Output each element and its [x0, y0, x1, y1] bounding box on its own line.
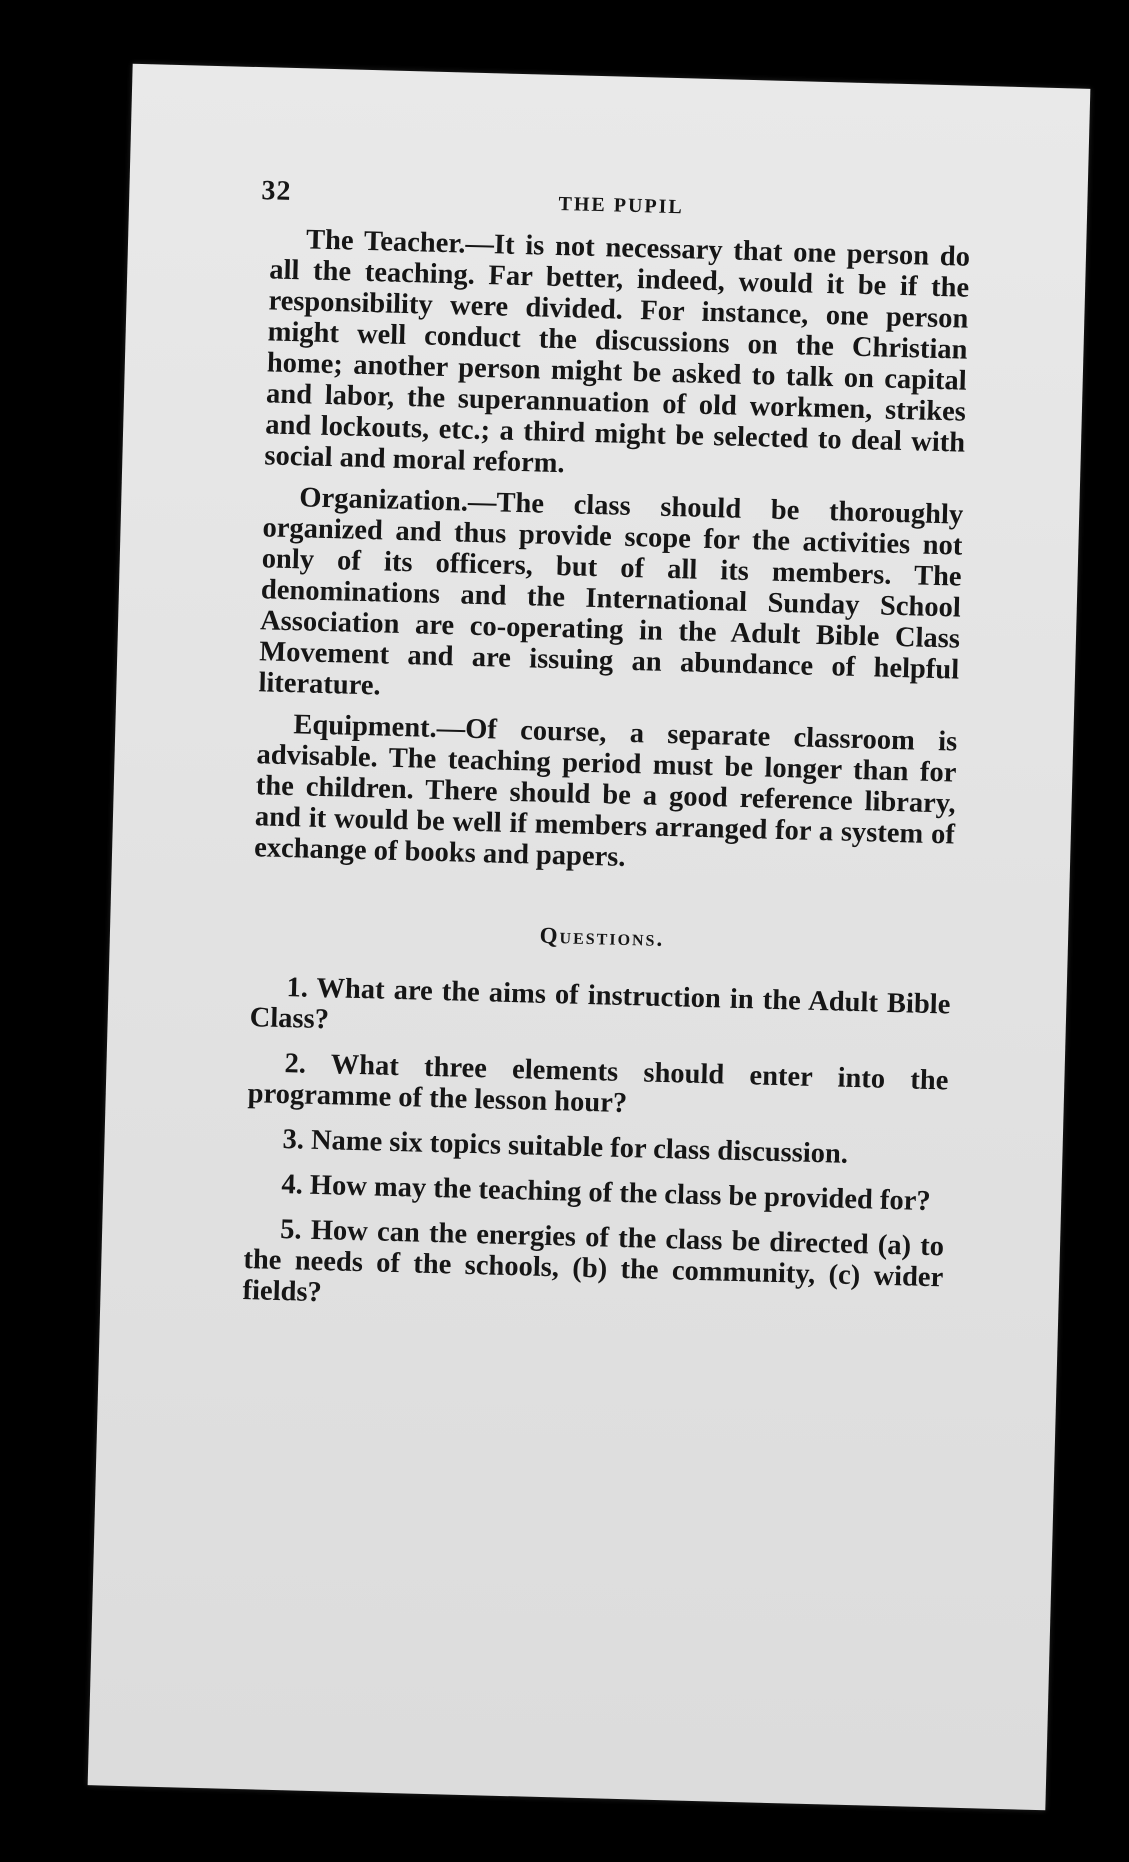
question-number: 2. — [284, 1048, 307, 1080]
question-item — [242, 1213, 944, 1324]
question-number: 5. — [279, 1214, 303, 1246]
paragraph-text: —Of course, a separate classroom is advisable. The teaching period must be longer than for the children. There should be a good reference library, and it would be well if members arranged for a system of exchange of books and papers. — [253, 712, 958, 873]
question-item — [246, 1123, 947, 1172]
question-text: How may the teaching of the class be provided for? — [309, 1169, 932, 1218]
paragraph-lead: Organization. — [298, 482, 469, 518]
question-number: 4. — [281, 1169, 304, 1201]
page-number: 32 — [261, 175, 292, 207]
spacer — [253, 873, 953, 913]
questions-heading: Questions. — [539, 922, 665, 951]
paragraph-equipment — [254, 708, 958, 881]
question-text: How can the energies of the class be directed (a) to the needs of the schools, (b) the community, (c) wider fields? — [242, 1214, 945, 1309]
page-content — [242, 175, 972, 1338]
paragraph-text: —It is not necessary that one person do all the teaching. Far better, indeed, would it be if the responsibility were divided. For instance, one person might well conduct the discussions on the Christian home; another person might be asked to talk on capital and labor, the superannuation of old workmen, strikes and lockouts, etc.; a third might be selected to deal with social and moral reform. — [264, 228, 971, 480]
paragraph-teacher — [264, 223, 970, 489]
paragraph-text: —The class should be thoroughly organized and thus provide scope for the activities not only of its officers, but of all its members. The denominations and the International Sunday School Association are co-operating in the Adult Bible Class Movement and are issuing an abundance of helpful literature. — [258, 486, 964, 702]
paragraph-lead: The Teacher. — [305, 224, 466, 260]
question-item — [247, 1047, 948, 1127]
paragraph-lead: Equipment. — [293, 709, 438, 744]
question-text: What three elements should enter into the programme of the lesson hour? — [247, 1049, 949, 1120]
question-item — [249, 971, 950, 1051]
question-number: 1. — [286, 972, 309, 1004]
question-item — [245, 1168, 946, 1217]
paragraph-organization — [258, 481, 963, 716]
question-text: Name six topics suitable for class discussion. — [310, 1124, 849, 1170]
question-text: What are the aims of instruction in the Adult Bible Class? — [249, 972, 951, 1036]
book-page — [88, 64, 1091, 1810]
question-number: 3. — [282, 1124, 305, 1156]
running-title: THE PUPIL — [558, 192, 685, 219]
